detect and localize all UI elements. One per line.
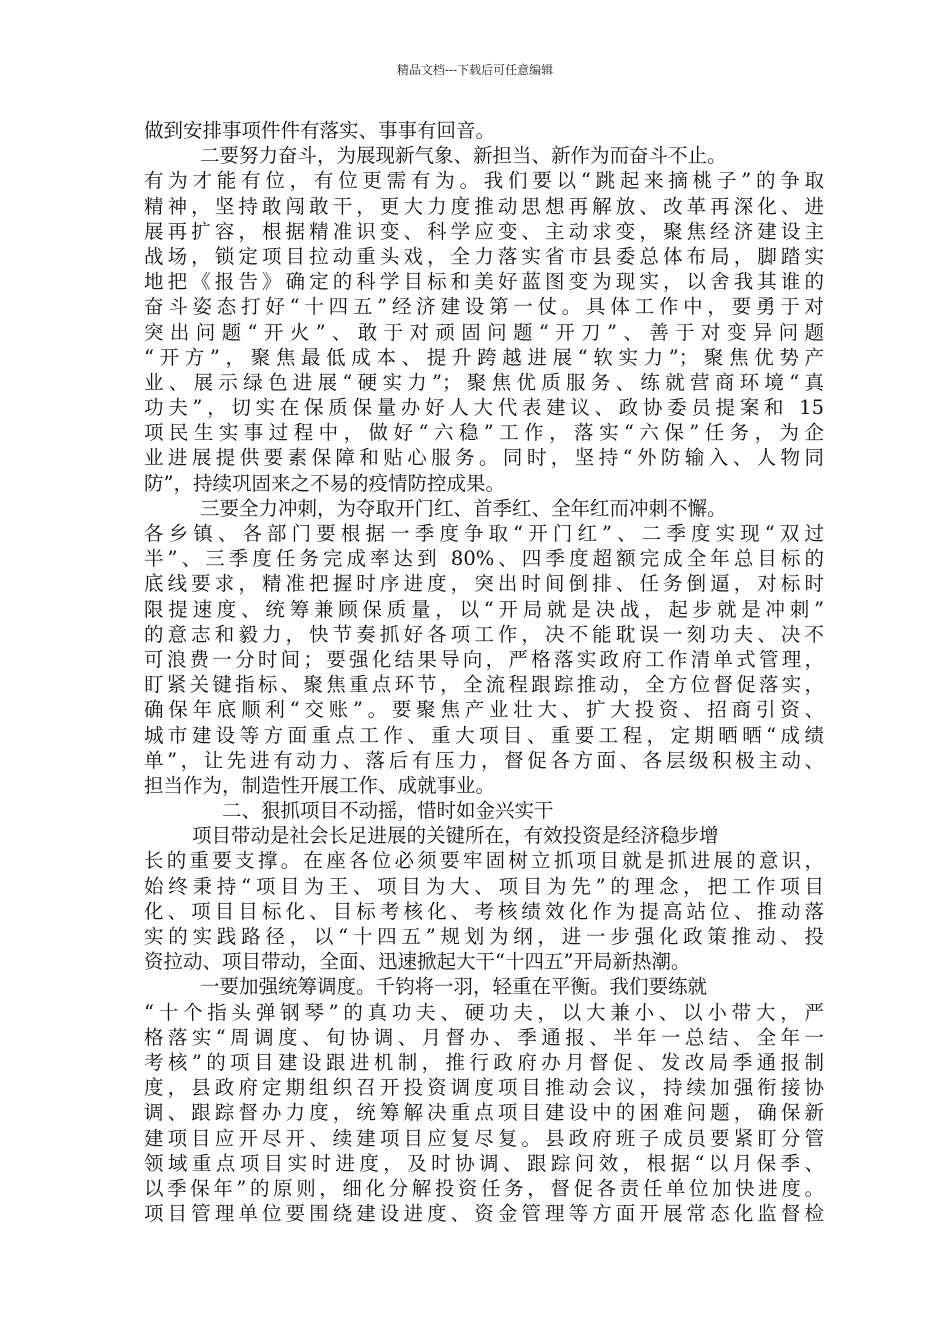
text-line: 建项目应开尽开、续建项目应复尽复。县政府班子成员要紧盯分管 [144,1126,824,1150]
text-line: 单”，让先进有动力、落后有压力，督促各方面、各层级积极主动、 [144,748,824,772]
text-line: 底线要求，精准把握时序进度，突出时间倒排、任务倒逼，对标时 [144,572,824,596]
text-line: 业、展示绿色进展“硬实力”；聚焦优质服务、练就营商环境“真 [144,370,824,394]
paragraph-first-line: 项目带动是社会长足进展的关键所在，有效投资是经济稳步增 [192,824,719,848]
text-line: 城市建设等方面重点工作、重大项目、重要工程，定期晒晒“成绩 [144,723,824,747]
document-body [144,118,824,1226]
text-line: “十个指头弹钢琴”的真功夫、硬功夫，以大兼小、以小带大，严 [144,1000,824,1024]
text-line: 以季保年”的原则，细化分解投资任务，督促各责任单位加快进度。 [144,1176,824,1200]
text-line: 盯紧关键指标、聚焦重点环节，全流程跟踪推动，全方位督促落实， [144,673,824,697]
text-line: 精神，坚持敢闯敢干，更大力度推动思想再解放、改革再深化、进 [144,194,824,218]
text-line: 调、跟踪督办力度，统筹解决重点项目建设中的困难问题，确保新 [144,1101,824,1125]
text-line: 突出问题“开火”、敢于对顽固问题“开刀”、善于对变异问题 [144,320,824,344]
text-line: 的意志和毅力，快节奏抓好各项工作，决不能耽误一刻功夫、决不 [144,622,824,646]
text-line: 展再扩容，根据精准识变、科学应变、主动求变，聚焦经济建设主 [144,219,824,243]
text-line: 格落实“周调度、旬协调、月督办、季通报、半年一总结、全年一 [144,1025,824,1049]
text-line: 奋斗姿态打好“十四五”经济建设第一仗。具体工作中，要勇于对 [144,295,824,319]
paragraph-first-line: 三要全力冲刺，为夺取开门红、首季红、全年红而冲刺不懈。 [200,496,727,520]
text-line: 战场，锁定项目拉动重头戏，全力落实省市县委总体布局，脚踏实 [144,244,824,268]
text-line: 各乡镇、各部门要根据一季度争取“开门红”、二季度实现“双过 [144,522,824,545]
text-line: 领域重点项目实时进度，及时协调、跟踪问效，根据“以月保季、 [144,1151,824,1175]
text-line: 长的重要支撑。在座各位必须要牢固树立抓项目就是抓进展的意识， [144,849,824,873]
text-line: 业进展提供要素保障和贴心服务。同时，坚持“外防输入、人物同 [144,446,824,470]
text-line: 度，县政府定期组织召开投资调度项目推动会议，持续加强衔接协 [144,1076,824,1100]
text-line: 考核”的项目建设跟进机制，推行政府办月督促、发改局季通报制 [144,1050,824,1074]
text-line: 可浪费一分时间；要强化结果导向，严格落实政府工作清单式管理， [144,647,824,671]
text-line: 实的实践路径，以“十四五”规划为纲，进一步强化政策推动、投 [144,925,824,948]
text-line: 半”、三季度任务完成率达到 80%、四季度超额完成全年总目标的 [144,547,824,571]
text-line: 项民生实事过程中，做好“六稳”工作，落实“六保”任务，为企 [144,421,824,445]
section-heading: 二、狠抓项目不动摇，惜时如金兴实干 [222,799,554,823]
text-line: 担当作为，制造性开展工作、成就事业。 [144,773,496,797]
text-line: 始终秉持“项目为王、项目为大、项目为先”的理念，把工作项目 [144,874,824,898]
text-line: 确保年底顺利“交账”。要聚焦产业壮大、扩大投资、招商引资、 [144,698,824,722]
paragraph-first-line: 二要努力奋斗，为展现新气象、新担当、新作为而奋斗不止。 [200,144,727,168]
text-line: 限提速度、统筹兼顾保质量，以“开局就是决战，起步就是冲刺” [144,597,824,621]
text-line: 功夫”，切实在保质保量办好人大代表建议、政协委员提案和 15 [144,396,824,420]
page-header: 精品文档---下载后可任意编辑 [396,63,554,77]
text-line: 地把《报告》确定的科学目标和美好蓝图变为现实，以舍我其谁的 [144,270,824,294]
text-line: 防”，持续巩固来之不易的疫情防控成果。 [144,471,505,495]
text-line: 有为才能有位，有位更需有为。我们要以“跳起来摘桃子”的争取 [144,169,824,193]
paragraph-first-line: 一要加强统筹调度。千钧将一羽，轻重在平衡。我们要练就 [200,975,708,999]
text-line: 项目管理单位要围绕建设进度、资金管理等方面开展常态化监督检 [144,1202,824,1226]
text-line: 资拉动、项目带动，全面、迅速掀起大干“十四五”开局新热潮。 [144,950,691,974]
text-line: “开方”，聚焦最低成本、提升跨越进展“软实力”；聚焦优势产 [144,345,824,369]
text-line: 做到安排事项件件有落实、事事有回音。 [144,119,496,142]
text-line: 化、项目目标化、目标考核化、考核绩效化作为提高站位、推动落 [144,899,824,923]
